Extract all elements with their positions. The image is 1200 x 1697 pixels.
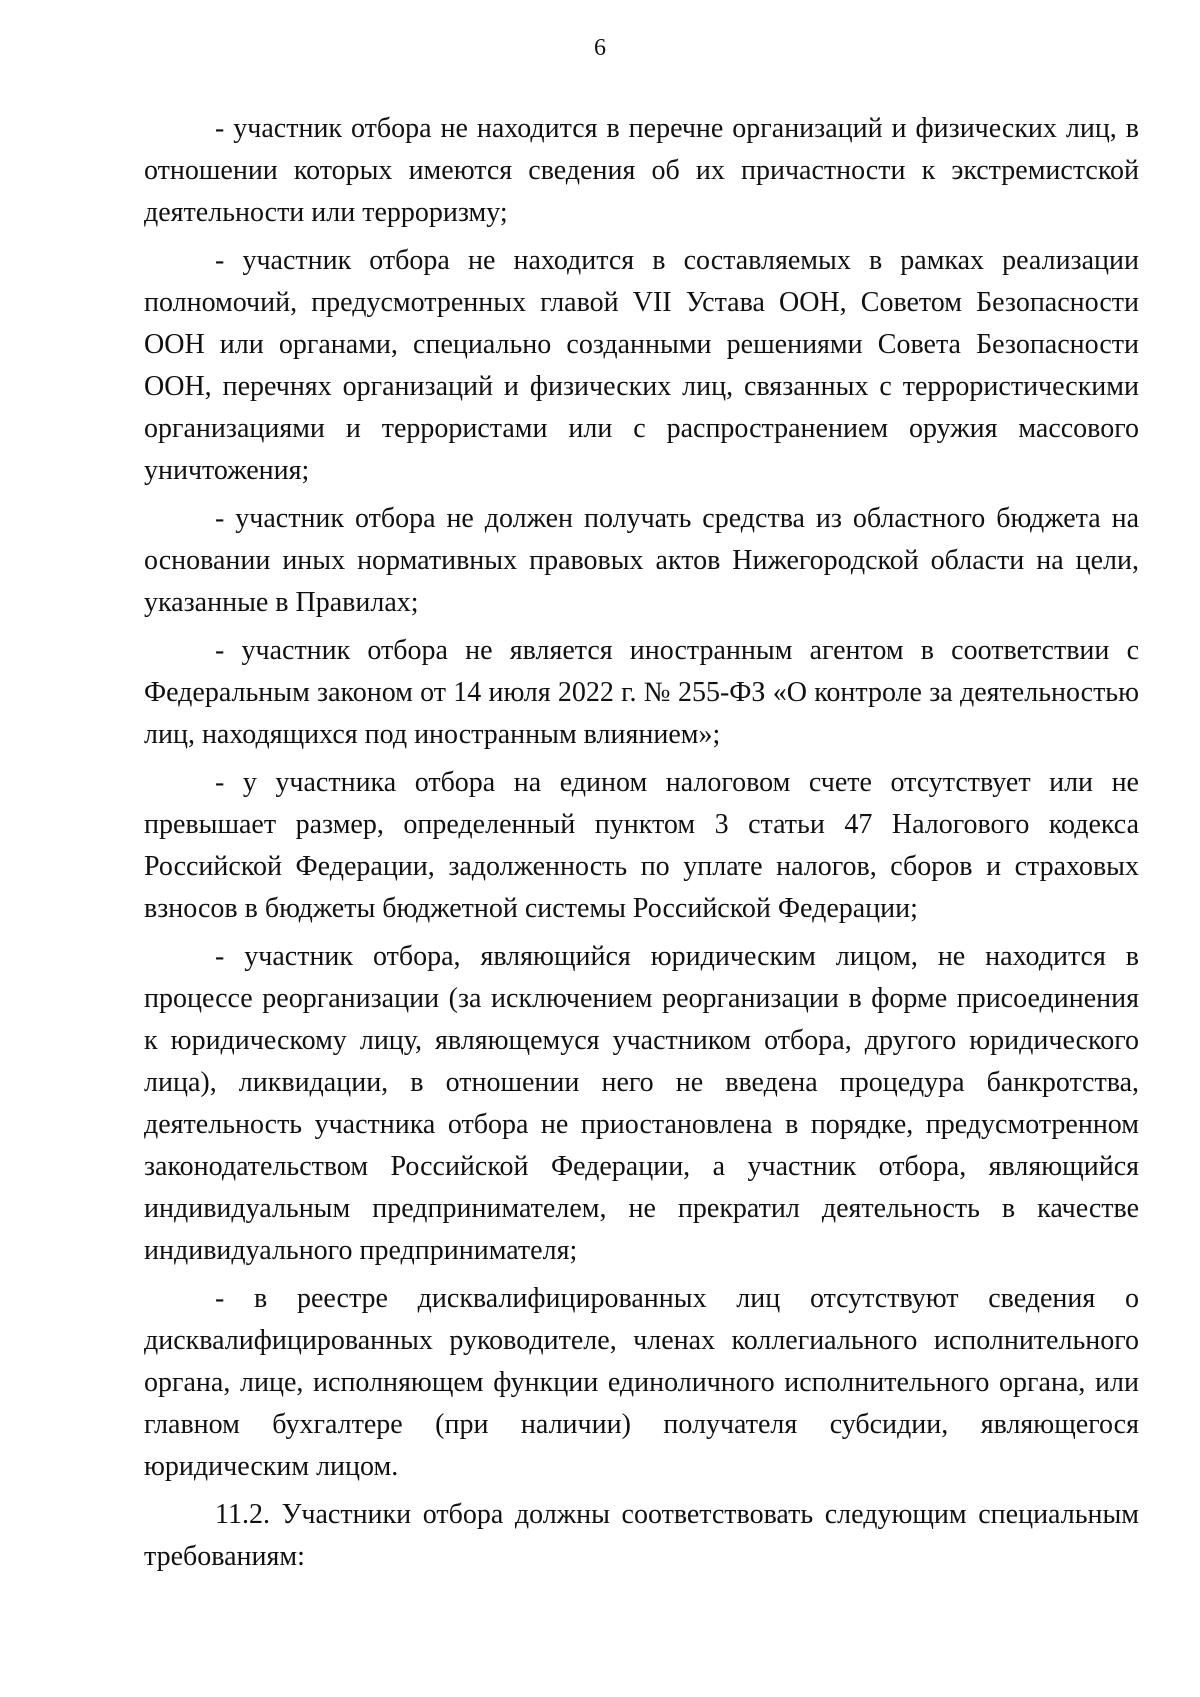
paragraph-tax-debt: - у участника отбора на едином налоговом счете отсутствует или не превышает размер, определенный пунктом 3 статьи 47 Налогового кодекса Российской Федерации, задолженность по уплате налогов, сборов и страховых взносов в бюджеты бюджетной системы Российской Федерации; [144,767,1139,924]
paragraph-extremism-list: - участник отбора не находится в перечне организаций и физических лиц, в отношении которых имеются сведения об их причастности к экстремистской деятельности или терроризму; [144,113,1139,228]
paragraph-special-requirements: 11.2. Участники отбора должны соответствовать следующим специальным требованиям: [144,1499,1139,1572]
paragraph-disqualified-persons: - в реестре дисквалифицированных лиц отсутствуют сведения о дисквалифицированных руководителе, членах коллегиального исполнительного органа, лице, исполняющем функции единоличного исполнительного органа, или главном бухгалтере (при наличии) получателя субсидии, являющегося юридическим лицом. [144,1283,1139,1482]
paragraph-reorganization: - участник отбора, являющийся юридическим лицом, не находится в процессе реорганизации (за исключением реорганизации в форме присоединения к юридическому лицу, являющемуся участником отбора, другого юридического лица), ликвидации, в отношении него не введена процедура банкротства, деятельность участника отбора не приостановлена в порядке, предусмотренном законодательством Российской Федерации, а участник отбора, являющийся индивидуальным предпринимателем, не прекратил деятельность в качестве индивидуального предпринимателя; [144,941,1139,1266]
paragraph-un-lists: - участник отбора не находится в составляемых в рамках реализации полномочий, предусмотренных главой VII Устава ООН, Советом Безопасности ООН или органами, специально созданными решениями Совета Безопасности ООН, перечнях организаций и физических лиц, связанных с террористическими организациями и террористами или с распространением оружия массового уничтожения; [144,245,1139,486]
paragraph-regional-budget: - участник отбора не должен получать средства из областного бюджета на основании иных нормативных правовых актов Нижегородской области на цели, указанные в Правилах; [144,503,1139,618]
page-number: 6 [594,35,606,61]
paragraph-foreign-agent: - участник отбора не является иностранным агентом в соответствии с Федеральным законом от 14 июля 2022 г. № 255-ФЗ «О контроле за деятельностью лиц, находящихся под иностранным влиянием»; [144,635,1139,750]
document-body [144,108,1139,1584]
